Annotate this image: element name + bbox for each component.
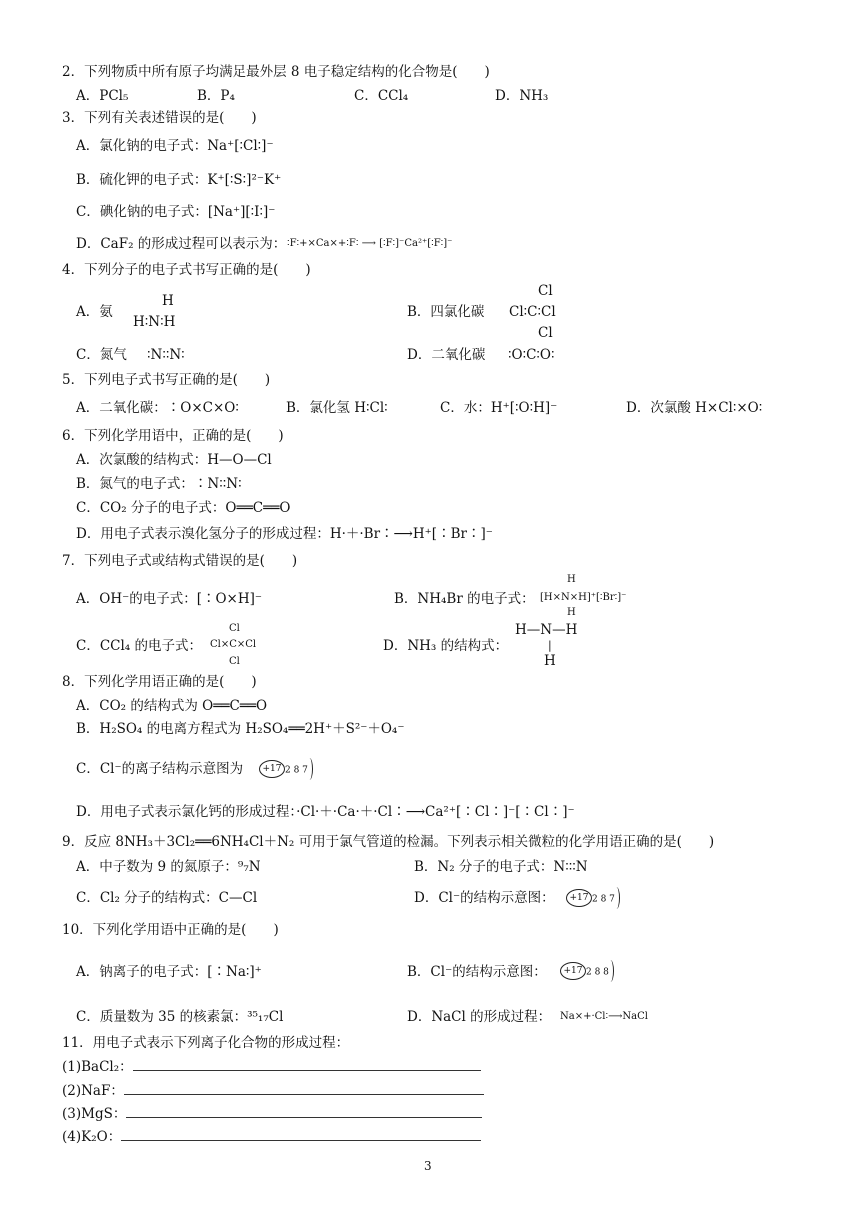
page-number: 3 (424, 1159, 432, 1173)
q7-option-b-formula-top: H (567, 574, 576, 585)
q11-item-2 (62, 1082, 484, 1100)
q6-option-a: A．次氯酸的结构式：H—O—Cl (76, 452, 272, 468)
q2-option-c: C．CCl₄ (354, 88, 409, 104)
q7-option-d-formula: H—N—H (515, 622, 578, 638)
q5-option-c: C．水：H⁺[∶O∶H]⁻ (440, 400, 558, 416)
nucleus-icon: +17 (566, 889, 592, 907)
answer-blank[interactable] (121, 1128, 481, 1141)
q4-option-a: A．氨 (76, 304, 113, 320)
q10-option-d-formula: Na×+·Cl∶⟶NaCl (560, 1011, 648, 1022)
nucleus-icon: +17 (560, 962, 586, 980)
q8-option-c: C．Cl⁻的离子结构示意图为 (76, 761, 244, 777)
q11-stem: 11．用电子式表示下列离子化合物的形成过程： (62, 1035, 350, 1051)
q11-item-1 (62, 1058, 481, 1076)
q11-item-3 (62, 1105, 482, 1123)
q9-stem: 9．反应 8NH₃＋3Cl₂══6NH₄Cl＋N₂ 可用于氯气管道的检漏。下列表示相关微粒的化学用语正确的是( ) (62, 834, 715, 850)
q4-option-b-formula-bottom: Cl (538, 325, 553, 341)
q5-option-d: D．次氯酸 H×Cl∶×O∶ (626, 400, 763, 416)
q11-item-label: (3)MgS： (62, 1106, 127, 1122)
q9-option-a: A．中子数为 9 的氮原子：⁹₇N (76, 859, 261, 875)
shell-electrons: 2 8 7 (592, 894, 615, 905)
q4-option-d-formula: ∶O∶C∶O∶ (508, 347, 555, 363)
q7-option-b: B．NH₄Br 的电子式： (394, 591, 535, 607)
shell-electrons: 2 8 7 (285, 765, 308, 776)
q10-option-d: D．NaCl 的形成过程： (407, 1009, 552, 1025)
q7-option-c-formula-top: Cl (229, 623, 240, 634)
q7-option-d: D．NH₃ 的结构式： (383, 638, 509, 654)
q4-stem: 4．下列分子的电子式书写正确的是( ) (62, 262, 311, 278)
q2-option-d: D．NH₃ (495, 88, 549, 104)
q7-option-c-formula-bottom: Cl (229, 656, 240, 667)
q3-option-d: D．CaF₂ 的形成过程可以表示为： (76, 236, 287, 252)
q7-option-a: A．OH⁻的电子式：[∶O×H]⁻ (76, 591, 263, 607)
q7-option-b-formula: [H×N×H]⁺[∶Br∶]⁻ (540, 592, 627, 603)
q9-option-c: C．Cl₂ 分子的结构式：C—Cl (76, 890, 258, 906)
q3-stem: 3．下列有关表述错误的是( ) (62, 110, 257, 126)
q6-option-b: B．氮气的电子式：∶N∶∶N∶ (76, 476, 242, 492)
q11-item-label: (2)NaF： (62, 1083, 124, 1099)
q4-option-b: B．四氯化碳 (407, 304, 485, 320)
q7-option-c-formula: Cl×C×Cl (210, 639, 257, 650)
q3-option-b: B．硫化钾的电子式：K⁺[∶S∶]²⁻K⁺ (76, 172, 282, 188)
answer-blank[interactable] (124, 1082, 484, 1095)
q9-option-d: D．Cl⁻的结构示意图： (414, 890, 555, 906)
q5-option-a: A．二氧化碳：∶O×C×O∶ (76, 400, 239, 416)
q5-stem: 5．下列电子式书写正确的是( ) (62, 372, 271, 388)
q10-option-a: A．钠离子的电子式：[∶Na∶]⁺ (76, 964, 262, 980)
q3-option-d-formula: ∶F∶+×Ca×+∶F∶ ⟶ [∶F∶]⁻Ca²⁺[∶F∶]⁻ (287, 238, 453, 249)
q7-option-c: C．CCl₄ 的电子式： (76, 638, 203, 654)
shell-arc-icon (613, 887, 620, 909)
q7-option-b-formula-bottom: H (567, 607, 576, 618)
q8-stem: 8．下列化学用语正确的是( ) (62, 674, 257, 690)
answer-blank[interactable] (133, 1058, 481, 1071)
q11-item-label: (1)BaCl₂： (62, 1059, 133, 1075)
q10-stem: 10．下列化学用语中正确的是( ) (62, 922, 279, 938)
q9-option-b: B．N₂ 分子的电子式：N∶∶∶N (414, 859, 588, 875)
q4-option-b-formula-top: Cl (538, 283, 553, 299)
q7-option-d-bond: | (548, 639, 552, 652)
q2-option-a: A．PCl₅ (76, 88, 129, 104)
q8-option-d: D．用电子式表示氯化钙的形成过程：·Cl·＋·Ca·＋·Cl∶⟶Ca²⁺[∶Cl∶]⁻[∶Cl∶]⁻ (76, 804, 575, 820)
shell-arc-icon (306, 758, 313, 780)
q10-option-b: B．Cl⁻的结构示意图： (407, 964, 547, 980)
q2-option-b: B．P₄ (197, 88, 235, 104)
answer-blank[interactable] (126, 1105, 482, 1118)
q8-option-b: B．H₂SO₄ 的电离方程式为 H₂SO₄══2H⁺＋S²⁻＋O₄⁻ (76, 721, 405, 737)
q11-item-4 (62, 1128, 481, 1146)
shell-arc-icon (607, 960, 614, 982)
q4-option-d: D．二氧化碳 (407, 347, 486, 363)
shell-electrons: 2 8 8 (586, 967, 609, 978)
q10-ion-diagram (560, 960, 614, 982)
q7-stem: 7．下列电子式或结构式错误的是( ) (62, 553, 298, 569)
q8-ion-diagram (259, 758, 313, 780)
q3-option-c: C．碘化钠的电子式：[Na⁺][∶I∶]⁻ (76, 204, 276, 220)
q5-option-b: B．氯化氢 H∶Cl∶ (286, 400, 388, 416)
q8-option-a: A．CO₂ 的结构式为 O══C══O (76, 698, 268, 714)
q9-ion-diagram (566, 887, 620, 909)
q4-option-c-formula: ∶N∶∶N∶ (147, 347, 185, 363)
q4-option-b-formula: Cl∶C∶Cl (509, 304, 556, 320)
q4-option-a-formula: H∶N∶H (133, 314, 176, 330)
q11-item-label: (4)K₂O： (62, 1129, 122, 1145)
q10-option-c: C．质量数为 35 的核素氯：³⁵₁₇Cl (76, 1009, 284, 1025)
q6-option-c: C．CO₂ 分子的电子式：O══C══O (76, 500, 291, 516)
q7-option-d-formula-bottom: H (544, 653, 556, 669)
q4-option-a-formula-top: H (162, 293, 174, 309)
q6-stem: 6．下列化学用语中，正确的是( ) (62, 428, 284, 444)
q6-option-d: D．用电子式表示溴化氢分子的形成过程：H·＋·Br∶⟶H⁺[∶Br∶]⁻ (76, 526, 493, 542)
q3-option-a: A．氯化钠的电子式：Na⁺[∶Cl∶]⁻ (76, 138, 274, 154)
q2-stem: 2．下列物质中所有原子均满足最外层 8 电子稳定结构的化合物是( ) (62, 64, 490, 80)
q4-option-c: C．氮气 (76, 347, 127, 363)
nucleus-icon: +17 (259, 760, 285, 778)
